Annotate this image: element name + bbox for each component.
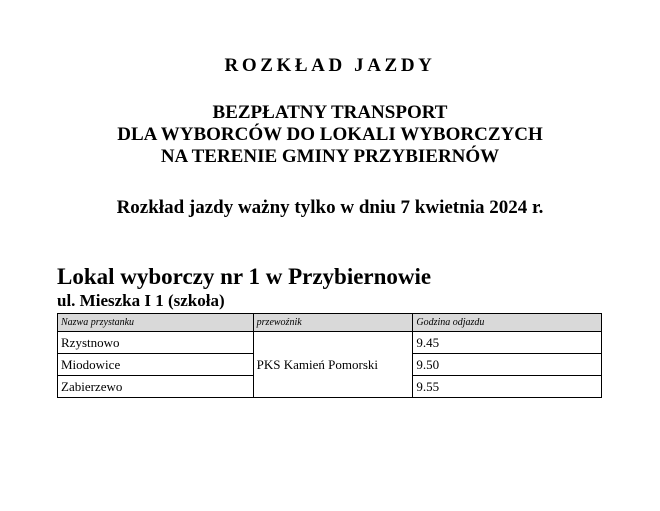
document-title: ROZKŁAD JAZDY: [224, 55, 436, 76]
header-departure-time: Godzina odjazdu: [413, 314, 602, 332]
schedule-table: [57, 313, 602, 398]
table-header-row: [58, 314, 602, 332]
stop-name-cell: Zabierzewo: [58, 376, 254, 398]
table-row: [58, 332, 602, 354]
carrier-cell: PKS Kamień Pomorski: [253, 332, 413, 398]
document-subtitle: [0, 102, 660, 168]
subtitle-line: DLA WYBORCÓW DO LOKALI WYBORCZYCH: [117, 124, 543, 145]
header-carrier: przewoźnik: [253, 314, 413, 332]
stop-name-cell: Rzystnowo: [58, 332, 254, 354]
polling-station-address: ul. Mieszka I 1 (szkoła): [57, 291, 225, 310]
header-stop-name: Nazwa przystanku: [58, 314, 254, 332]
subtitle-line: NA TERENIE GMINY PRZYBIERNÓW: [160, 146, 500, 167]
departure-time-cell: 9.55: [413, 376, 602, 398]
departure-time-cell: 9.50: [413, 354, 602, 376]
stop-name-cell: Miodowice: [58, 354, 254, 376]
validity-note: Rozkład jazdy ważny tylko w dniu 7 kwietnia 2024 r.: [116, 197, 544, 218]
polling-station-heading: Lokal wyborczy nr 1 w Przybiernowie: [57, 264, 432, 289]
subtitle-line: BEZPŁATNY TRANSPORT: [212, 102, 448, 123]
departure-time-cell: 9.45: [413, 332, 602, 354]
